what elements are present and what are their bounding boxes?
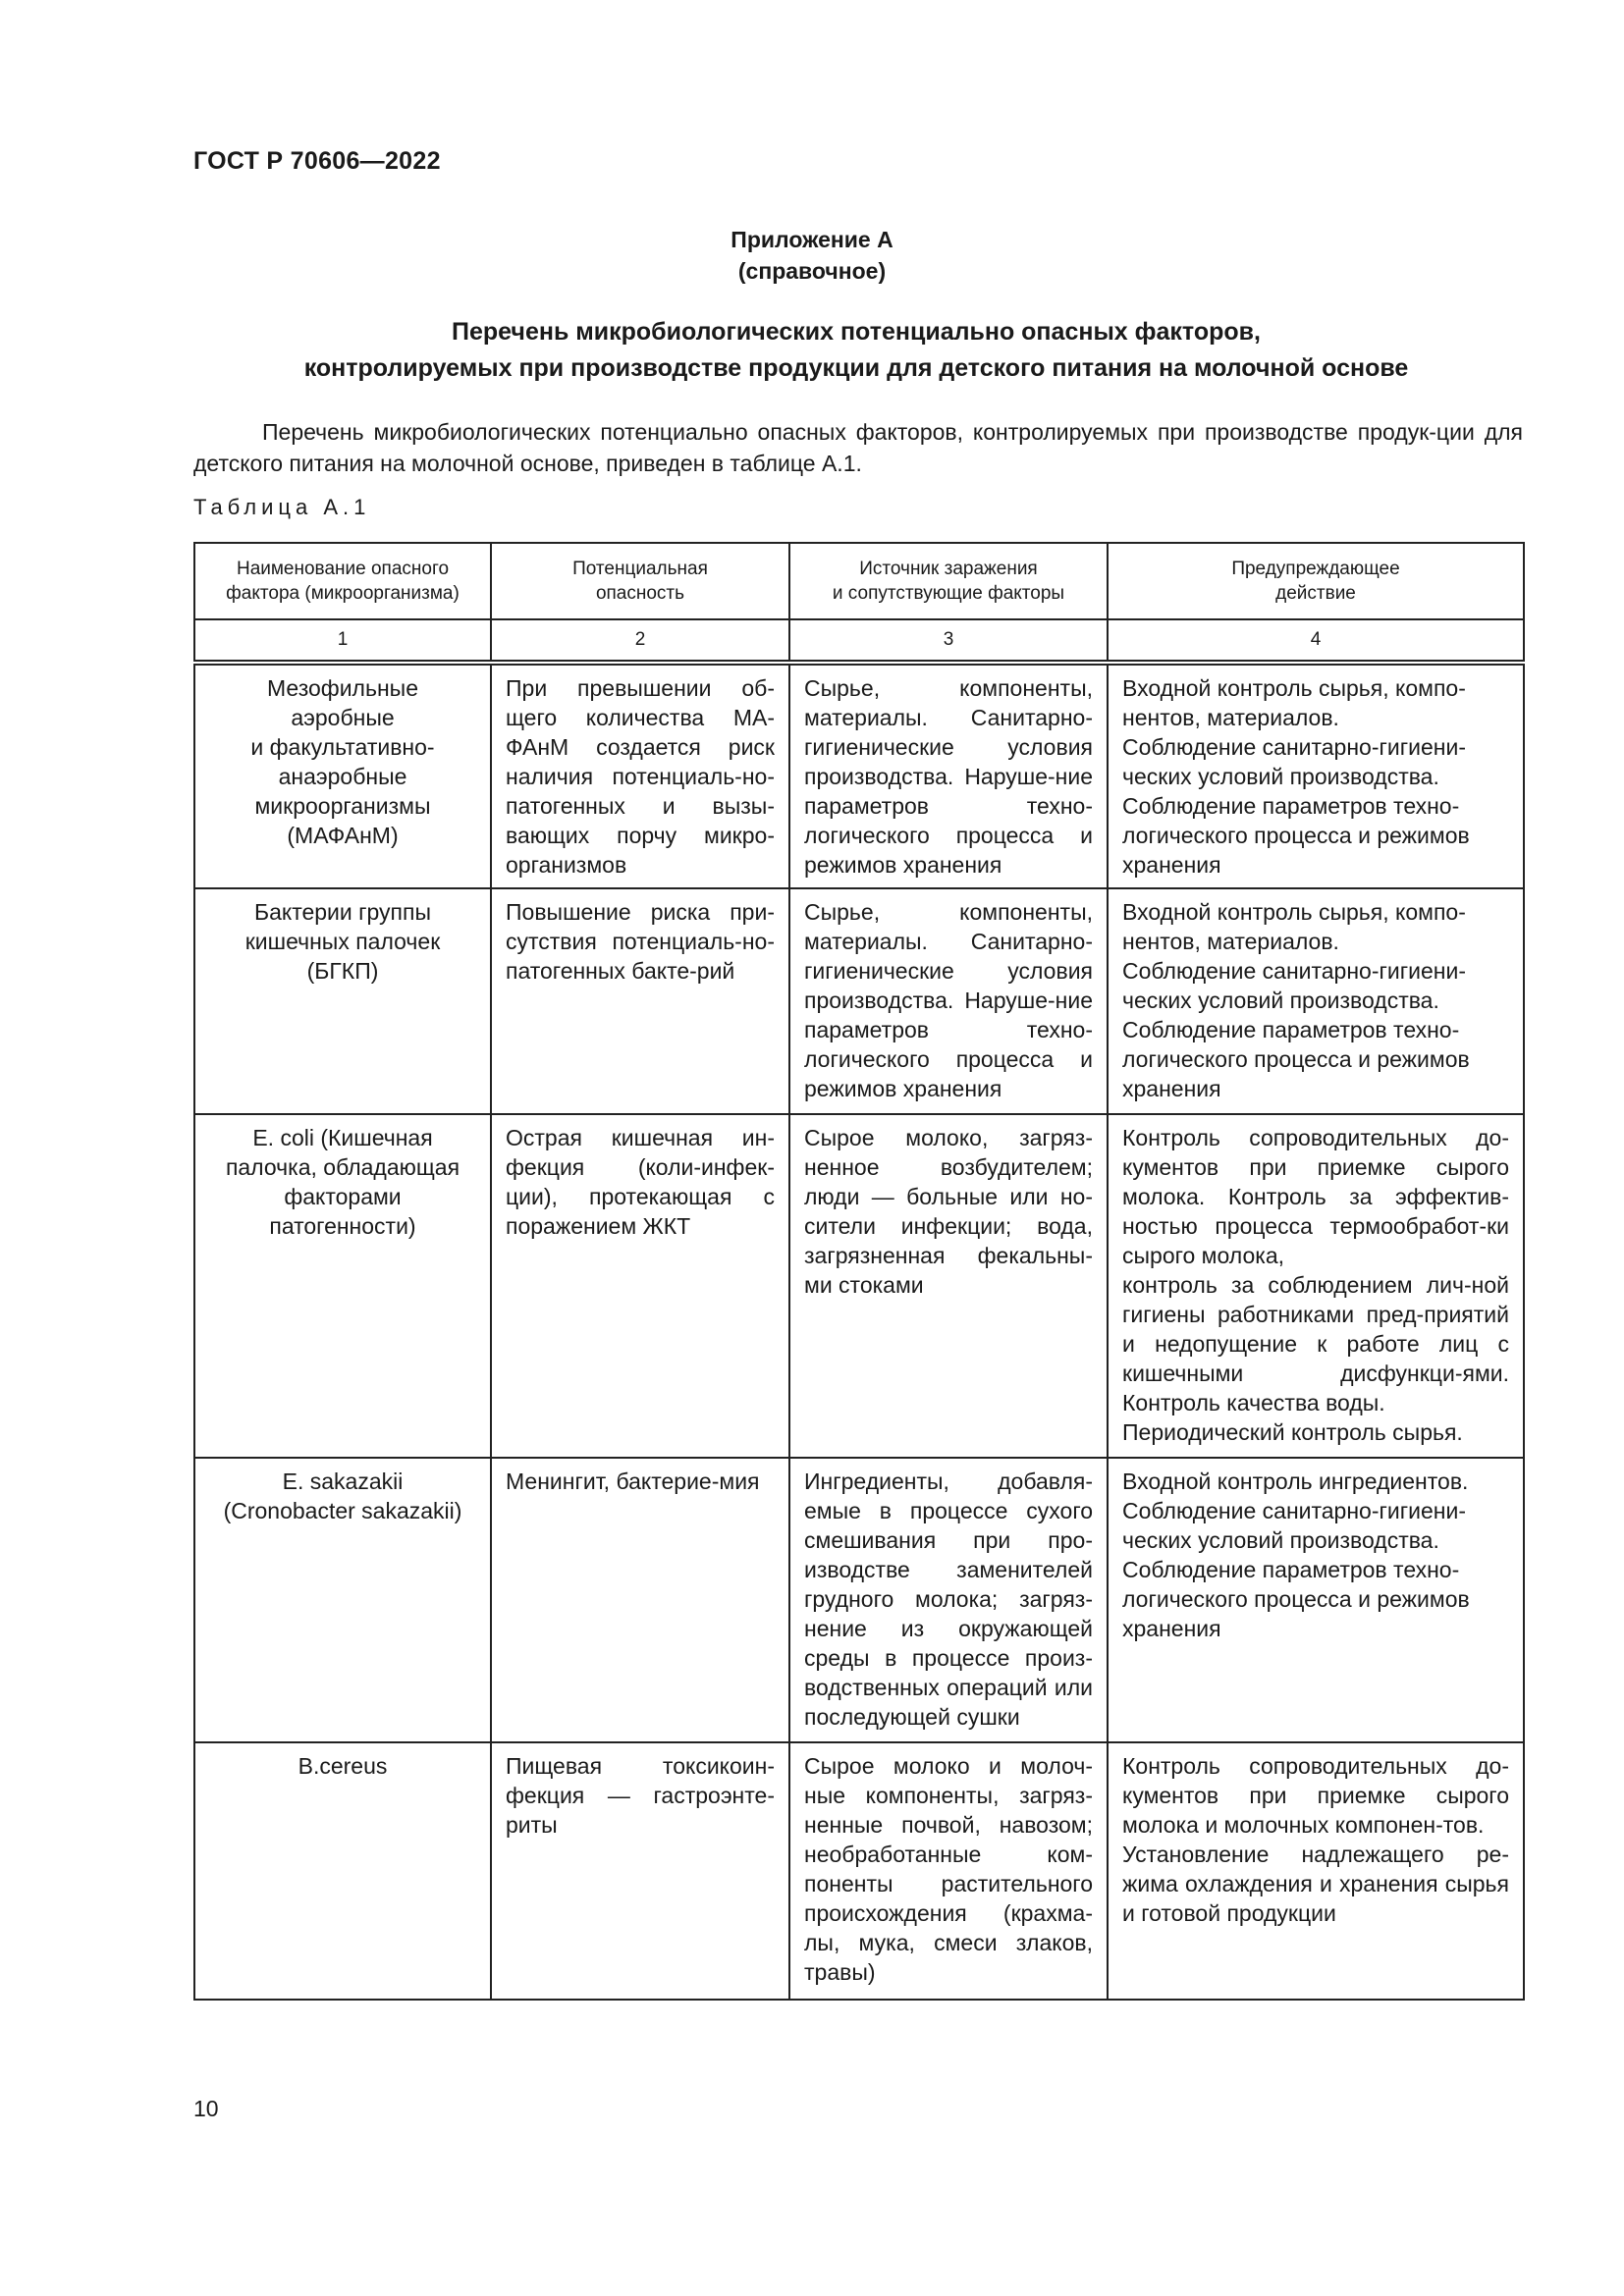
hazard-name-cell: B.cereus [194,1742,491,2000]
preventive-action-cell: Контроль сопроводительных до-кументов при приемке сырого молока и молочных компонен-тов. Установление надлежащего ре-жима охлаждения и хранения сырья и готовой продукции [1108,1742,1524,2000]
header-cell: Источник заражения и сопутствующие факторы [789,543,1108,619]
potential-hazard-cell: Пищевая токсикоин-фекция — гастроэнте-риты [491,1742,789,2000]
column-number: 1 [194,619,491,663]
appendix-type: (справочное) [737,258,887,284]
preventive-action-cell: Входной контроль сырья, компо-нентов, материалов. Соблюдение санитарно-гигиени-ческих условий производства. Соблюдение параметров техно-логического процесса и режимов хранения [1108,888,1524,1114]
table-row [194,1742,1524,2000]
header-cell: Потенциальная опасность [491,543,789,619]
table-header-row [194,543,1524,619]
hazard-name-cell: E. sakazakii (Cronobacter sakazakii) [194,1458,491,1742]
hazard-table [193,542,1525,2001]
table-row [194,1458,1524,1742]
title-line-1: Перечень микробиологических потенциально опасных факторов, [452,318,1261,346]
source-cell: Сырое молоко, загряз-ненное возбудителем; люди — больные или но-сители инфекции; вода, загрязненная фекальны-ми стоками [789,1114,1108,1458]
potential-hazard-cell: Менингит, бактерие-мия [491,1458,789,1742]
preventive-action-cell: Входной контроль сырья, компо-нентов, материалов. Соблюдение санитарно-гигиени-ческих условий производства. Соблюдение параметров техно-логического процесса и режимов хранения [1108,663,1524,888]
table-caption: Таблица А.1 [193,495,371,519]
preventive-action-cell: Контроль сопроводительных до-кументов при приемке сырого молока. Контроль за эффектив-ностью процесса термообработ-ки сырого молока, контроль за соблюдением лич-ной гигиены работниками пред-приятий и недопущение к работе лиц с кишечными дисфункци-ями. Контроль качества воды. Периодический контроль сырья. [1108,1114,1524,1458]
appendix-label: Приложение А [731,227,893,252]
potential-hazard-cell: Острая кишечная ин-фекция (коли-инфек-ции), протекающая с поражением ЖКТ [491,1114,789,1458]
column-number: 2 [491,619,789,663]
hazard-name-cell: Мезофильные аэробные и факультативно- анаэробные микроорганизмы (МАФАнМ) [194,663,491,888]
appendix-title [193,314,1519,387]
page-number: 10 [193,2096,219,2121]
column-number: 4 [1108,619,1524,663]
appendix-heading [0,224,1624,287]
source-cell: Сырое молоко и молоч-ные компоненты, загряз-ненные почвой, навозом; необработанные ком-поненты растительного происхождения (крахма-лы, мука, смеси злаков, травы) [789,1742,1108,2000]
preventive-action-cell: Входной контроль ингредиентов. Соблюдение санитарно-гигиени-ческих условий производства. Соблюдение параметров техно-логического процесса и режимов хранения [1108,1458,1524,1742]
column-number: 3 [789,619,1108,663]
intro-paragraph: Перечень микробиологических потенциально опасных факторов, контролируемых при производстве продук-ции для детского питания на молочной основе, приведен в таблице А.1. [193,419,1523,476]
title-line-2: контролируемых при производстве продукции для детского питания на молочной основе [303,354,1409,382]
document-code: ГОСТ Р 70606—2022 [193,147,441,175]
table-number-row [194,619,1524,663]
potential-hazard-cell: При превышении об-щего количества МА-ФАнМ создается риск наличия потенциаль-но- патогенных и вызы-вающих порчу микро-организмов [491,663,789,888]
table-row [194,888,1524,1114]
source-cell: Сырье, компоненты, материалы. Санитарно-гигиенические условия производства. Наруше-ние параметров техно-логического процесса и режимов хранения [789,888,1108,1114]
header-cell: Предупреждающее действие [1108,543,1524,619]
table-row [194,1114,1524,1458]
header-cell: Наименование опасного фактора (микроорганизма) [194,543,491,619]
source-cell: Сырье, компоненты, материалы. Санитарно-гигиенические условия производства. Наруше-ние параметров техно-логического процесса и режимов хранения [789,663,1108,888]
table-row [194,663,1524,888]
potential-hazard-cell: Повышение риска при-сутствия потенциаль-но-патогенных бакте-рий [491,888,789,1114]
hazard-name-cell: Бактерии группы кишечных палочек (БГКП) [194,888,491,1114]
hazard-name-cell: E. coli (Кишечная палочка, обладающая факторами патогенности) [194,1114,491,1458]
source-cell: Ингредиенты, добавля-емые в процессе сухого смешивания при про-изводстве заменителей грудного молока; загряз-нение из окружающей среды в процессе произ-водственных операций или последующей сушки [789,1458,1108,1742]
